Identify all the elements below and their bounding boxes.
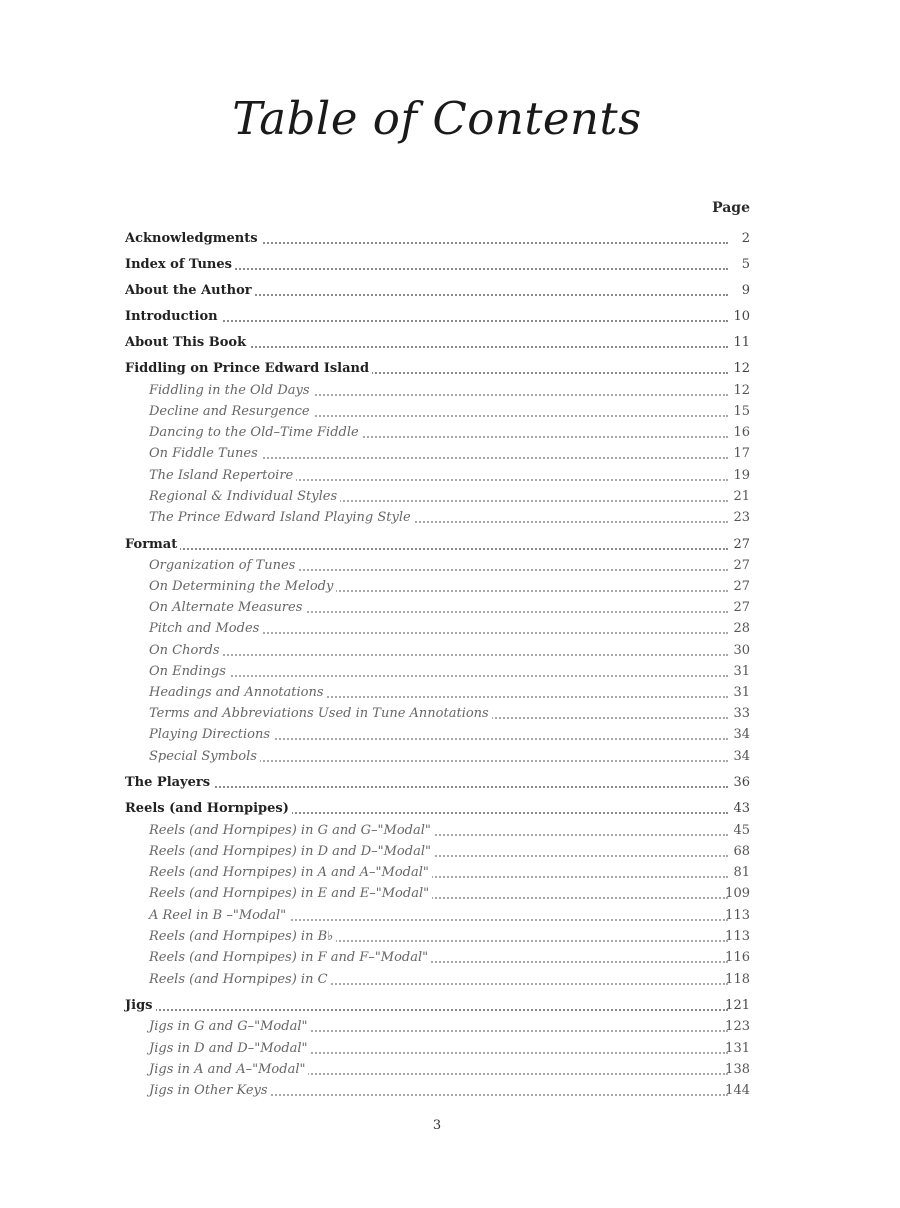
toc-entry-title: The Players	[125, 775, 213, 790]
toc-section-entry	[0, 309, 900, 327]
toc-subsection-entry	[0, 727, 900, 745]
toc-subsection-entry	[0, 600, 900, 618]
toc-entry-title: Introduction	[125, 309, 221, 324]
page-number: 3	[432, 1118, 442, 1133]
toc-entry-page: 2	[741, 231, 750, 246]
toc-subsection-entry	[0, 929, 900, 947]
toc-entry-page: 27	[733, 537, 750, 552]
toc-subsection-entry	[0, 446, 900, 464]
toc-entry-page: 9	[741, 283, 750, 298]
toc-entry-page: 12	[733, 361, 750, 376]
toc-entry-title: Jigs in D and D–"Modal"	[149, 1041, 311, 1056]
toc-entry-page: 144	[725, 1083, 750, 1098]
toc-subsection-entry	[0, 950, 900, 968]
toc-entry-title: Jigs	[125, 998, 156, 1013]
toc-entry-page: 113	[725, 929, 750, 944]
toc-entry-title: Playing Directions	[149, 727, 273, 742]
toc-entry-page: 34	[733, 727, 750, 742]
toc-entry-page: 138	[725, 1062, 750, 1077]
toc-entry-title: On Chords	[149, 643, 223, 658]
toc-entry-page: 81	[733, 865, 750, 880]
toc-subsection-entry	[0, 908, 900, 926]
toc-entry-title: Reels (and Hornpipes) in E and E–"Modal"	[149, 886, 432, 901]
toc-entry-title: Special Symbols	[149, 749, 260, 764]
toc-entry-title: About This Book	[125, 335, 249, 350]
toc-entry-title: The Prince Edward Island Playing Style	[149, 510, 414, 525]
toc-entry-page: 68	[733, 844, 750, 859]
toc-entry-title: Headings and Annotations	[149, 685, 327, 700]
toc-subsection-entry	[0, 844, 900, 862]
toc-entry-page: 43	[733, 801, 750, 816]
dot-leader	[128, 786, 728, 788]
toc-entry-title: On Alternate Measures	[149, 600, 305, 615]
toc-entry-page: 36	[733, 775, 750, 790]
toc-entry-title: Terms and Abbreviations Used in Tune Annotations	[149, 706, 492, 721]
toc-subsection-entry	[0, 404, 900, 422]
toc-entry-page: 27	[733, 600, 750, 615]
toc-subsection-entry	[0, 685, 900, 703]
toc-entry-title: Pitch and Modes	[149, 621, 262, 636]
page-title: Table of Contents	[232, 92, 642, 145]
toc-entry-title: The Island Repertoire	[149, 468, 296, 483]
toc-subsection-entry	[0, 425, 900, 443]
toc-entry-page: 23	[733, 510, 750, 525]
toc-entry-page: 11	[733, 335, 750, 350]
dot-leader	[152, 654, 728, 656]
toc-entry-page: 45	[733, 823, 750, 838]
toc-entry-title: Fiddling on Prince Edward Island	[125, 361, 372, 376]
toc-entry-page: 27	[733, 579, 750, 594]
toc-entry-page: 19	[733, 468, 750, 483]
toc-subsection-entry	[0, 1041, 900, 1059]
toc-entry-title: Fiddling in the Old Days	[149, 383, 313, 398]
toc-section-entry	[0, 775, 900, 793]
toc-subsection-entry	[0, 383, 900, 401]
toc-entry-page: 15	[733, 404, 750, 419]
toc-entry-page: 116	[725, 950, 750, 965]
toc-entry-title: Dancing to the Old–Time Fiddle	[149, 425, 362, 440]
toc-entry-page: 16	[733, 425, 750, 440]
toc-entry-title: Organization of Tunes	[149, 558, 298, 573]
toc-entry-page: 31	[733, 685, 750, 700]
toc-entry-title: Reels (and Hornpipes) in A and A–"Modal"	[149, 865, 432, 880]
toc-entry-title: Jigs in G and G–"Modal"	[149, 1019, 310, 1034]
toc-section-entry	[0, 998, 900, 1016]
toc-entry-page: 34	[733, 749, 750, 764]
toc-entry-title: Reels (and Hornpipes) in G and G–"Modal"	[149, 823, 434, 838]
toc-section-entry	[0, 537, 900, 555]
toc-subsection-entry	[0, 1019, 900, 1037]
toc-subsection-entry	[0, 558, 900, 576]
toc-subsection-entry	[0, 489, 900, 507]
toc-subsection-entry	[0, 468, 900, 486]
toc-subsection-entry	[0, 1062, 900, 1080]
toc-entry-title: Decline and Resurgence	[149, 404, 313, 419]
toc-entry-title: Regional & Individual Styles	[149, 489, 340, 504]
toc-subsection-entry	[0, 749, 900, 767]
toc-entry-page: 28	[733, 621, 750, 636]
toc-section-entry	[0, 335, 900, 353]
toc-entry-title: A Reel in B –"Modal"	[149, 908, 289, 923]
toc-subsection-entry	[0, 664, 900, 682]
toc-subsection-entry	[0, 579, 900, 597]
dot-leader	[128, 548, 728, 550]
toc-subsection-entry	[0, 643, 900, 661]
toc-entry-page: 121	[725, 998, 750, 1013]
toc-entry-title: On Endings	[149, 664, 229, 679]
toc-subsection-entry	[0, 865, 900, 883]
toc-entry-title: Format	[125, 537, 180, 552]
toc-entry-title: On Fiddle Tunes	[149, 446, 261, 461]
toc-entry-page: 27	[733, 558, 750, 573]
toc-subsection-entry	[0, 972, 900, 990]
toc-subsection-entry	[0, 886, 900, 904]
toc-entry-page: 123	[725, 1019, 750, 1034]
toc-entry-page: 33	[733, 706, 750, 721]
toc-section-entry	[0, 283, 900, 301]
toc-entry-title: On Determining the Melody	[149, 579, 336, 594]
toc-entry-page: 113	[725, 908, 750, 923]
toc-entry-page: 10	[733, 309, 750, 324]
toc-entry-title: Jigs in Other Keys	[149, 1083, 271, 1098]
toc-entry-page: 30	[733, 643, 750, 658]
toc-entry-title: Index of Tunes	[125, 257, 235, 272]
toc-entry-page: 109	[725, 886, 750, 901]
toc-entry-page: 118	[725, 972, 750, 987]
toc-entry-page: 31	[733, 664, 750, 679]
toc-section-entry	[0, 231, 900, 249]
toc-section-entry	[0, 801, 900, 819]
toc-entry-title: Jigs in A and A–"Modal"	[149, 1062, 308, 1077]
toc-entry-page: 21	[733, 489, 750, 504]
toc-entry-title: Reels (and Hornpipes) in F and F–"Modal"	[149, 950, 431, 965]
dot-leader	[128, 1009, 728, 1011]
toc-subsection-entry	[0, 706, 900, 724]
toc-entry-page: 17	[733, 446, 750, 461]
toc-entry-page: 5	[741, 257, 750, 272]
toc-entry-title: Reels (and Hornpipes)	[125, 801, 292, 816]
toc-entry-title: Reels (and Hornpipes) in C	[149, 972, 331, 987]
toc-subsection-entry	[0, 1083, 900, 1101]
page-column-heading: Page	[712, 200, 750, 216]
toc-entry-title: Reels (and Hornpipes) in B♭	[149, 929, 336, 944]
toc-entry-title: Reels (and Hornpipes) in D and D–"Modal"	[149, 844, 434, 859]
toc-section-entry	[0, 361, 900, 379]
toc-entry-title: Acknowledgments	[125, 231, 261, 246]
toc-subsection-entry	[0, 621, 900, 639]
toc-subsection-entry	[0, 510, 900, 528]
toc-subsection-entry	[0, 823, 900, 841]
toc-entry-title: About the Author	[125, 283, 255, 298]
dot-leader	[152, 675, 728, 677]
toc-entry-page: 131	[725, 1041, 750, 1056]
toc-entry-page: 12	[733, 383, 750, 398]
toc-section-entry	[0, 257, 900, 275]
